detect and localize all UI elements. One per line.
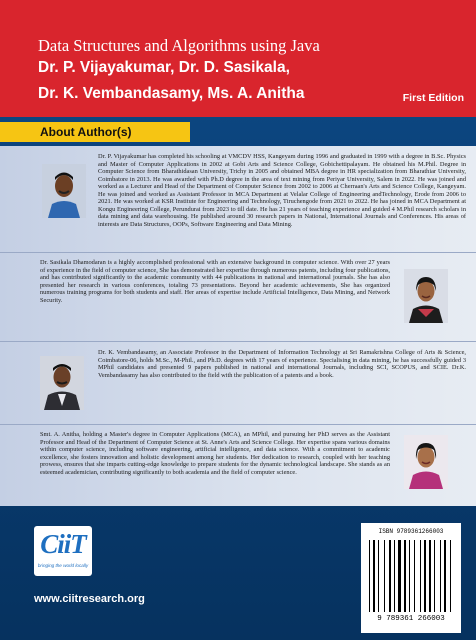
barcode-stripe	[420, 540, 421, 612]
author-photo	[42, 164, 86, 218]
author-bio-text: Dr. Sasikala Dhamodaran is a highly accomplished professional with an extensive background in computer science. With over 27 years of experience in the field of computer science, She has demonstrated her expertise through numerous patents, including four publications, and has contributed significantly to the academic community with 44 publications in national and international journals. She has also presented her research in various conferences, totaling 73 presentations. Beyond her academic achievements, She has organized numerous training programs for both students and staff. Her areas of expertise include Artificial Intelligence, Data Mining, and Network Security.	[40, 259, 390, 304]
barcode-bars	[369, 540, 453, 612]
barcode-stripe	[450, 540, 451, 612]
header-banner	[0, 0, 476, 117]
barcode-stripe	[389, 540, 391, 612]
author-bio-anitha	[0, 425, 476, 506]
edition-label: First Edition	[402, 92, 464, 104]
barcode-stripe	[373, 540, 375, 612]
logo-name: CiiT	[40, 529, 86, 559]
author-bio-sasikala	[0, 253, 476, 342]
authors-line-2: Dr. K. Vembandasamy, Ms. A. Anitha	[38, 85, 305, 102]
logo-tagline: bringing the world locally	[37, 563, 89, 568]
about-authors-label: About Author(s)	[0, 122, 190, 142]
book-title: Data Structures and Algorithms using Java	[38, 36, 320, 55]
barcode-stripe	[429, 540, 431, 612]
author-bio-text: Dr. K. Vembandasamy, an Associate Professor in the Department of Information Technology at Sri Ramakrishna College of Arts & Science, Coimbatore-06, holds M.Sc., M-Phil., and Ph.D. degrees with 17 years of experience. Specialising in data mining, he has successfully guided 3 MPhil candidates and presented 9 papers published in national and international Journals, including SCI, SCOPUS, and SCIE. Dr.K. Vembandasamy has also contributed to the field with the publication of a patents and a book.	[98, 349, 466, 379]
barcode-stripe	[434, 540, 435, 612]
barcode-stripe	[409, 540, 410, 612]
barcode-stripe	[398, 540, 401, 612]
barcode-stripe	[384, 540, 385, 612]
author-photo	[404, 269, 448, 323]
author-bio-text: Smt. A. Anitha, holding a Master's degree in Computer Applications (MCA), an MPhil, and pursuing her PhD serves as the Assistant Professor and Head of the Department of Computer Science at St. Anne's Arts and Science College. Her expertise spans various domains within computer science, including software engineering, artificial intelligence, and data science. With a commitment to academic excellence, she fosters innovation and holistic development among her students. Her dedication to research, coupled with her teaching prowess, ensures that she imparts cutting-edge knowledge to prepare students for the dynamic technological landscape. She stands as an esteemed academician, contributing significantly to both academia and the field of computer science.	[40, 431, 390, 476]
author-bios	[0, 146, 476, 506]
barcode-stripe	[414, 540, 415, 612]
author-photo	[40, 356, 84, 410]
isbn-barcode	[361, 523, 461, 633]
barcode-stripe	[378, 540, 379, 612]
barcode-number: 9 789361 266003	[377, 615, 445, 623]
barcode-stripe	[394, 540, 395, 612]
publisher-logo	[34, 526, 92, 576]
barcode-stripe	[444, 540, 446, 612]
barcode-stripe	[440, 540, 441, 612]
author-bio-text: Dr. P. Vijayakumar has completed his schooling at VMCDV HSS, Kangeyam during 1996 and graduated in 1999 with a degree in B.Sc. Physics and Master of Computer Applications in 2002 at Gobi Arts and Science College, Gobichettipalayam. He obtained his M.Phil. Degree in Computer Science from Bharathidasan University, Trichy in 2005 and obtained MBA degree in HR specialization from Bharathiar University, Coimbatore in 2013. He was awarded with Ph.D degree in the area of text mining from Periyar University, Salem in 2022. He was joined and worked as a Lecturer and Head of the Department of Computer Science from 2002 to 2006 at Cherraan's Arts and Science College, Kangeyam. He was joined and worked as Assistant Professor in MCA Department at Velalar College of Engineering andTechnology, Erode from 2006 to 2021. He was worked at KSR Institute for Engineering and Technology, Tiruchengode from 2021 to 2022. He has joined in MCA Department at Kongu Engineering College, Perundurai from 2023 to till date. He has 21 years of teaching experience and guided 4 M.Phil research scholars in data mining and data warehousing. He published around 30 research papers in National, International Journals and Conferences. His areas of interests are Data Structures, OOPs, Software Engineering and Data Mining.	[98, 153, 466, 228]
barcode-stripe	[424, 540, 426, 612]
isbn-label: ISBN 9789361266003	[378, 528, 444, 535]
publisher-url[interactable]: www.ciitresearch.org	[34, 593, 145, 605]
author-bio-vembandasamy	[0, 342, 476, 425]
barcode-stripe	[369, 540, 370, 612]
barcode-stripe	[404, 540, 406, 612]
authors-line-1: Dr. P. Vijayakumar, Dr. D. Sasikala,	[38, 59, 290, 76]
author-photo	[404, 435, 448, 489]
author-bio-vijayakumar	[0, 146, 476, 253]
